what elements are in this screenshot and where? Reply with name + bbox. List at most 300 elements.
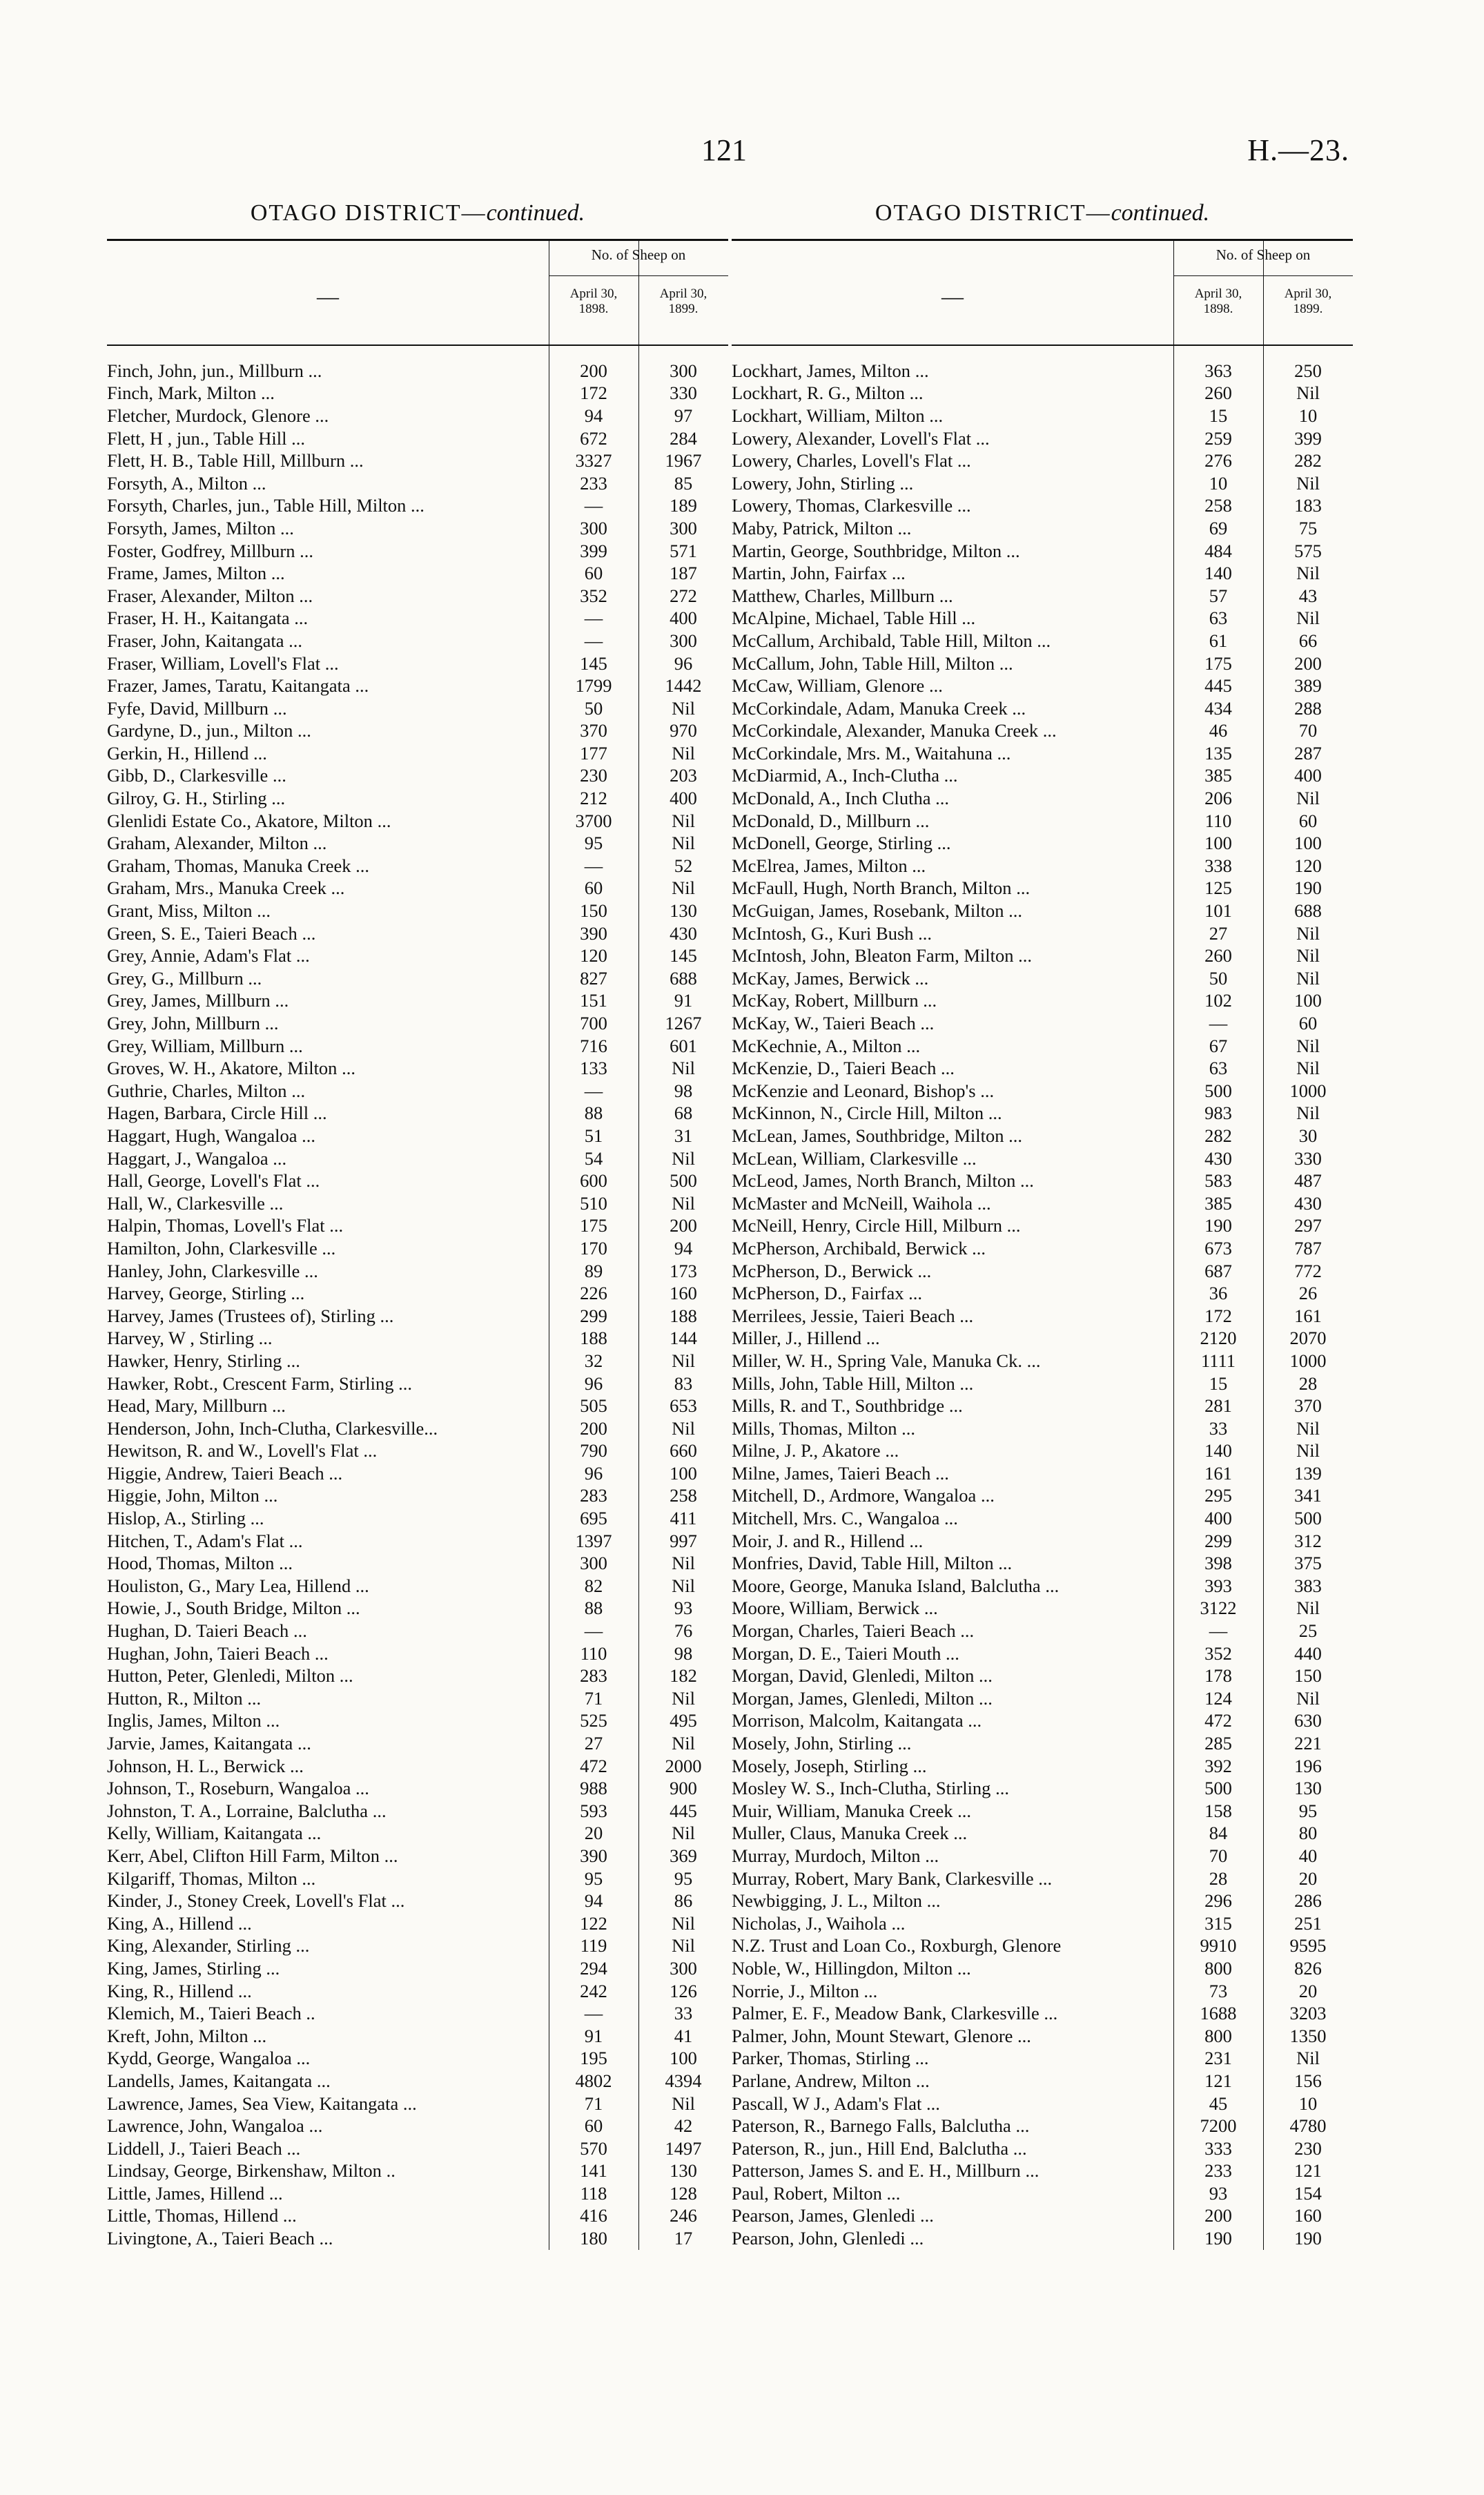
- table-row: [732, 2137, 1353, 2160]
- sheep-1899-cell: Nil: [1296, 967, 1320, 989]
- owner-name-cell: Murray, Murdoch, Milton ...: [732, 1845, 939, 1866]
- sheep-1898-cell: 500: [1204, 1778, 1232, 1799]
- sheep-1899-cell: 601: [670, 1035, 697, 1056]
- owner-name-cell: McFaull, Hugh, North Branch, Milton ...: [732, 877, 1031, 899]
- sheep-1899-cell: 130: [670, 2160, 697, 2182]
- owner-name-cell: McKinnon, N., Circle Hill, Milton ...: [732, 1103, 1002, 1124]
- sheep-1898-cell: 398: [1204, 1553, 1232, 1574]
- owner-name-cell: King, R., Hillend ...: [107, 1980, 252, 2001]
- name-column-header: —: [317, 284, 339, 309]
- sheep-count-header: No. of Sheep on: [1215, 246, 1311, 263]
- sheep-1898-cell: 61: [1209, 630, 1228, 651]
- owner-name-cell: McAlpine, Michael, Table Hill ...: [732, 608, 976, 629]
- sheep-1898-cell: 988: [580, 1778, 607, 1799]
- owner-name-cell: Morgan, D. E., Taieri Mouth ...: [732, 1642, 959, 1664]
- table-row: [732, 1507, 1353, 1530]
- table-row: [732, 1800, 1353, 1823]
- sheep-1899-cell: 400: [670, 788, 697, 809]
- sheep-1898-cell: 9910: [1200, 1935, 1237, 1957]
- sheep-1899-cell: Nil: [1296, 788, 1320, 809]
- owner-name-cell: Parlane, Andrew, Milton ...: [732, 2070, 930, 2091]
- sheep-1898-cell: 434: [1204, 697, 1232, 719]
- owner-name-cell: Mills, John, Table Hill, Milton ...: [732, 1372, 974, 1394]
- table-row: [732, 1687, 1353, 1710]
- sheep-1898-cell: 178: [1204, 1665, 1232, 1687]
- sheep-1899-cell: 150: [1294, 1665, 1322, 1687]
- table-row: [107, 1350, 728, 1372]
- sheep-1899-cell: 312: [1294, 1530, 1322, 1551]
- table-row: [107, 922, 728, 945]
- sheep-1899-cell: 411: [670, 1508, 697, 1529]
- table-row: [107, 855, 728, 877]
- sheep-1898-cell: —: [584, 1620, 603, 1642]
- owner-name-cell: Martin, John, Fairfax ...: [732, 563, 906, 584]
- sheep-1898-cell: 51: [584, 1125, 603, 1146]
- owner-name-cell: Muller, Claus, Manuka Creek ...: [732, 1823, 968, 1844]
- owner-name-cell: McCorkindale, Mrs. M., Waitahuna ...: [732, 742, 1011, 764]
- sheep-1898-cell: 124: [1204, 1687, 1232, 1709]
- sheep-1898-cell: 84: [1209, 1823, 1228, 1844]
- sheep-1899-cell: 52: [674, 855, 693, 876]
- sheep-1899-cell: Nil: [1296, 1440, 1320, 1462]
- owner-name-cell: Hagen, Barbara, Circle Hill ...: [107, 1103, 327, 1124]
- table-row: [732, 1530, 1353, 1553]
- sheep-1899-cell: 230: [1294, 2137, 1322, 2159]
- sheep-1898-cell: 110: [580, 1642, 607, 1664]
- owner-name-cell: McKenzie and Leonard, Bishop's ...: [732, 1080, 995, 1101]
- table-row: [107, 674, 728, 697]
- sheep-1898-cell: 500: [1204, 1080, 1232, 1101]
- sheep-1898-cell: 392: [1204, 1755, 1232, 1776]
- owner-name-cell: Fraser, H. H., Kaitangata ...: [107, 608, 309, 629]
- sheep-1899-cell: 144: [670, 1328, 697, 1349]
- sheep-1899-cell: Nil: [1296, 1035, 1320, 1056]
- owner-name-cell: McIntosh, John, Bleaton Farm, Milton ...: [732, 945, 1033, 967]
- table-row: [107, 1035, 728, 1058]
- owner-name-cell: McLean, James, Southbridge, Milton ...: [732, 1125, 1022, 1146]
- table-row: [107, 2002, 728, 2025]
- table-row: [732, 449, 1353, 472]
- sheep-1899-cell: 282: [1294, 450, 1322, 472]
- table-row: [107, 1057, 728, 1080]
- owner-name-cell: McPherson, Archibald, Berwick ...: [732, 1237, 986, 1259]
- table-row: [107, 1845, 728, 1867]
- sheep-1899-cell: 75: [1298, 517, 1318, 538]
- sheep-1899-cell: 630: [1294, 1710, 1322, 1731]
- owner-name-cell: Lowery, John, Stirling ...: [732, 472, 914, 494]
- sheep-1899-cell: Nil: [1296, 945, 1320, 967]
- sheep-1899-cell: 91: [674, 990, 693, 1011]
- sheep-1899-cell: 98: [674, 1080, 693, 1101]
- sheep-1899-cell: 389: [1294, 675, 1322, 697]
- owner-name-cell: Lawrence, John, Wangaloa ...: [107, 2115, 323, 2137]
- owner-name-cell: McKay, W., Taieri Beach ...: [732, 1013, 935, 1034]
- sheep-1899-cell: Nil: [1296, 563, 1320, 584]
- table-row: [107, 1395, 728, 1417]
- owner-name-cell: McKay, Robert, Millburn ...: [732, 990, 937, 1011]
- sheep-1898-cell: 390: [580, 1845, 607, 1866]
- table-row: [107, 585, 728, 608]
- table-row: [732, 1328, 1353, 1350]
- table-row: [732, 427, 1353, 450]
- table-row: [732, 697, 1353, 720]
- sheep-1898-cell: 300: [580, 1553, 607, 1574]
- sheep-1898-cell: 161: [1204, 1462, 1232, 1484]
- owner-name-cell: Kerr, Abel, Clifton Hill Farm, Milton ...: [107, 1845, 398, 1866]
- owner-name-cell: McCallum, Archibald, Table Hill, Milton ...: [732, 630, 1051, 651]
- owner-name-cell: Lockhart, James, Milton ...: [732, 360, 929, 381]
- owner-name-cell: Inglis, James, Milton ...: [107, 1710, 280, 1731]
- owner-name-cell: Kelly, William, Kaitangata ...: [107, 1823, 322, 1844]
- sheep-1899-cell: 190: [1294, 2228, 1322, 2249]
- sheep-1898-cell: 10: [1209, 472, 1228, 494]
- sheep-1898-cell: 63: [1209, 1058, 1228, 1079]
- table-row: [732, 1890, 1353, 1912]
- sheep-1898-cell: 716: [580, 1035, 607, 1056]
- table-row: [732, 585, 1353, 608]
- sheep-1898-cell: 89: [584, 1260, 603, 1281]
- table-row: [107, 810, 728, 833]
- date-1899-header: April 30, 1899.: [659, 287, 707, 316]
- owner-name-cell: Higgie, John, Milton ...: [107, 1485, 278, 1506]
- sheep-1899-cell: 25: [1298, 1620, 1318, 1642]
- sheep-1899-cell: Nil: [1296, 1058, 1320, 1079]
- owner-name-cell: McDonell, George, Stirling ...: [732, 833, 951, 854]
- sheep-1899-cell: 4780: [1289, 2115, 1327, 2137]
- table-row: [732, 1125, 1353, 1147]
- sheep-1899-cell: 145: [670, 945, 697, 967]
- owner-name-cell: Glenlidi Estate Co., Akatore, Milton ...: [107, 810, 391, 831]
- sheep-1898-cell: 283: [580, 1665, 607, 1687]
- owner-name-cell: Green, S. E., Taieri Beach ...: [107, 922, 316, 944]
- table-row: [732, 1057, 1353, 1080]
- table-row: [732, 900, 1353, 922]
- sheep-1898-cell: —: [584, 608, 603, 629]
- sheep-1898-cell: 122: [580, 1912, 607, 1934]
- table-row: [107, 2115, 728, 2137]
- table-row: [732, 1080, 1353, 1103]
- owner-name-cell: Higgie, Andrew, Taieri Beach ...: [107, 1462, 343, 1484]
- sheep-1899-cell: 250: [1294, 360, 1322, 381]
- sheep-1898-cell: 188: [580, 1328, 607, 1349]
- table-row: [732, 2048, 1353, 2070]
- sheep-1899-cell: 286: [1294, 1890, 1322, 1912]
- sheep-1899-cell: 76: [674, 1620, 693, 1642]
- sheep-1899-cell: 97: [674, 405, 693, 426]
- owner-name-cell: Lowery, Thomas, Clarkesville ...: [732, 495, 971, 516]
- sheep-1898-cell: 200: [1204, 2205, 1232, 2226]
- sheep-1899-cell: 970: [670, 720, 697, 741]
- sheep-1898-cell: 175: [1204, 652, 1232, 674]
- sheep-1898-cell: 283: [580, 1485, 607, 1506]
- owner-name-cell: McCorkindale, Adam, Manuka Creek ...: [732, 697, 1026, 719]
- sheep-1898-cell: 125: [1204, 877, 1232, 899]
- table-row: [107, 742, 728, 765]
- sheep-1898-cell: 140: [1204, 1440, 1232, 1462]
- table-row: [107, 697, 728, 720]
- sheep-1899-cell: 154: [1294, 2182, 1322, 2204]
- sheep-1899-cell: 1267: [665, 1013, 702, 1034]
- sheep-1898-cell: 180: [580, 2228, 607, 2249]
- sheep-1898-cell: 472: [580, 1755, 607, 1776]
- sheep-1899-cell: Nil: [672, 1417, 695, 1439]
- sheep-1899-cell: 160: [670, 1283, 697, 1304]
- sheep-1899-cell: 440: [1294, 1642, 1322, 1664]
- sheep-1899-cell: 120: [1294, 855, 1322, 876]
- owner-name-cell: Miller, J., Hillend ...: [732, 1328, 880, 1349]
- sheep-1898-cell: 338: [1204, 855, 1232, 876]
- owner-name-cell: Muir, William, Manuka Creek ...: [732, 1800, 971, 1821]
- sheep-1899-cell: 98: [674, 1642, 693, 1664]
- sheep-1898-cell: 33: [1209, 1417, 1228, 1439]
- sheep-1899-cell: 182: [670, 1665, 697, 1687]
- table-row: [107, 1080, 728, 1103]
- owner-name-cell: Lowery, Alexander, Lovell's Flat ...: [732, 427, 990, 449]
- sheep-1899-cell: 370: [1294, 1395, 1322, 1417]
- table-row: [107, 990, 728, 1013]
- sheep-1898-cell: 352: [580, 585, 607, 606]
- sheep-1898-cell: 260: [1204, 945, 1232, 967]
- owner-name-cell: Lawrence, James, Sea View, Kaitangata ...: [107, 2093, 417, 2114]
- sheep-1898-cell: 145: [580, 652, 607, 674]
- sheep-1899-cell: 688: [1294, 900, 1322, 922]
- sheep-1899-cell: 660: [670, 1440, 697, 1462]
- sheep-1899-cell: 272: [670, 585, 697, 606]
- table-row: [732, 742, 1353, 765]
- owner-name-cell: McIntosh, G., Kuri Bush ...: [732, 922, 933, 944]
- sheep-1899-cell: 3203: [1289, 2003, 1327, 2024]
- sheep-1899-cell: 288: [1294, 697, 1322, 719]
- table-row: [107, 1575, 728, 1598]
- sheep-1898-cell: 195: [580, 2048, 607, 2069]
- sheep-1899-cell: Nil: [672, 697, 695, 719]
- table-row: [107, 1800, 728, 1823]
- sheep-1899-cell: 20: [1298, 1867, 1318, 1889]
- sheep-1899-cell: 130: [670, 900, 697, 922]
- owner-name-cell: Houliston, G., Mary Lea, Hillend ...: [107, 1575, 369, 1596]
- owner-name-cell: Grey, John, Millburn ...: [107, 1013, 279, 1034]
- sheep-1899-cell: Nil: [1296, 2048, 1320, 2069]
- table-row: [732, 1282, 1353, 1305]
- date-1898-header: April 30, 1898.: [569, 287, 618, 316]
- sheep-1898-cell: 230: [580, 765, 607, 786]
- owner-name-cell: Mills, R. and T., Southbridge ...: [732, 1395, 963, 1417]
- owner-name-cell: Morrison, Malcolm, Kaitangata ...: [732, 1710, 982, 1731]
- sheep-1899-cell: 26: [1298, 1283, 1318, 1304]
- table-row: [107, 1417, 728, 1440]
- owner-name-cell: Forsyth, A., Milton ...: [107, 472, 266, 494]
- table-row: [107, 1687, 728, 1710]
- sheep-1899-cell: 369: [670, 1845, 697, 1866]
- sheep-1898-cell: 510: [580, 1192, 607, 1214]
- owner-name-cell: King, A., Hillend ...: [107, 1912, 252, 1934]
- sheep-1899-cell: Nil: [1296, 608, 1320, 629]
- owner-name-cell: Gibb, D., Clarkesville ...: [107, 765, 286, 786]
- owner-name-cell: Graham, Mrs., Manuka Creek ...: [107, 877, 345, 899]
- sheep-1899-cell: 284: [670, 427, 697, 449]
- owner-name-cell: Johnston, T. A., Lorraine, Balclutha ...: [107, 1800, 387, 1821]
- sheep-1898-cell: 140: [1204, 563, 1232, 584]
- table-row: [107, 1192, 728, 1215]
- sheep-1898-cell: 472: [1204, 1710, 1232, 1731]
- table-row: [107, 944, 728, 967]
- sheep-1899-cell: 17: [674, 2228, 693, 2249]
- owner-name-cell: Jarvie, James, Kaitangata ...: [107, 1733, 311, 1754]
- sheep-1899-cell: 130: [1294, 1778, 1322, 1799]
- sheep-1898-cell: 299: [580, 1305, 607, 1326]
- owner-name-cell: Hughan, John, Taieri Beach ...: [107, 1642, 329, 1664]
- owner-name-cell: Fraser, William, Lovell's Flat ...: [107, 652, 339, 674]
- owner-name-cell: Gardyne, D., jun., Milton ...: [107, 720, 311, 741]
- sheep-1899-cell: 200: [670, 1215, 697, 1236]
- sheep-1899-cell: Nil: [672, 1575, 695, 1596]
- sheep-1899-cell: 287: [1294, 742, 1322, 764]
- sheep-1898-cell: 4802: [575, 2070, 612, 2091]
- owner-name-cell: Hamilton, John, Clarkesville ...: [107, 1237, 336, 1259]
- owner-name-cell: McLean, William, Clarkesville ...: [732, 1147, 977, 1169]
- table-row: [107, 540, 728, 563]
- table-row: [107, 1777, 728, 1800]
- sheep-1898-cell: 190: [1204, 2228, 1232, 2249]
- owner-name-cell: Nicholas, J., Waihola ...: [732, 1912, 906, 1934]
- sheep-1898-cell: 172: [580, 382, 607, 404]
- table-body: [732, 360, 1353, 2250]
- sheep-1899-cell: 10: [1298, 405, 1318, 426]
- table-row: [107, 1755, 728, 1778]
- date-1898-header: April 30, 1898.: [1194, 287, 1242, 316]
- table-row: [107, 562, 728, 585]
- owner-name-cell: Paterson, R., Barnego Falls, Balclutha ...: [732, 2115, 1030, 2137]
- sheep-1898-cell: 1688: [1200, 2003, 1237, 2024]
- sheep-1899-cell: 60: [1298, 1013, 1318, 1034]
- table-row: [107, 1620, 728, 1642]
- sheep-1899-cell: 2000: [665, 1755, 702, 1776]
- sheep-1899-cell: 31: [674, 1125, 693, 1146]
- owner-name-cell: Graham, Alexander, Milton ...: [107, 833, 327, 854]
- sheep-1899-cell: Nil: [672, 1192, 695, 1214]
- owner-name-cell: Halpin, Thomas, Lovell's Flat ...: [107, 1215, 344, 1236]
- table-row: [732, 1215, 1353, 1238]
- owner-name-cell: Harvey, W , Stirling ...: [107, 1328, 273, 1349]
- owner-name-cell: Hall, W., Clarkesville ...: [107, 1192, 284, 1214]
- sheep-1898-cell: 27: [584, 1733, 603, 1754]
- owner-name-cell: Little, James, Hillend ...: [107, 2182, 283, 2204]
- owner-name-cell: McPherson, D., Fairfax ...: [732, 1283, 922, 1304]
- sheep-1898-cell: 88: [584, 1103, 603, 1124]
- sheep-1898-cell: 600: [580, 1170, 607, 1192]
- sheep-1898-cell: 505: [580, 1395, 607, 1417]
- owner-name-cell: Morgan, Charles, Taieri Beach ...: [732, 1620, 975, 1642]
- table-row: [732, 1575, 1353, 1598]
- sheep-1898-cell: 36: [1209, 1283, 1228, 1304]
- table-row: [732, 1372, 1353, 1395]
- owner-name-cell: Pearson, John, Glenledi ...: [732, 2228, 924, 2249]
- right-column: [732, 200, 1353, 2250]
- owner-name-cell: Hanley, John, Clarkesville ...: [107, 1260, 318, 1281]
- table-row: [732, 2093, 1353, 2115]
- name-column-header: —: [941, 284, 964, 309]
- sheep-1899-cell: Nil: [672, 1912, 695, 1934]
- table-row: [107, 1328, 728, 1350]
- owner-name-cell: McKenzie, D., Taieri Beach ...: [732, 1058, 955, 1079]
- table-row: [107, 1890, 728, 1912]
- sheep-1899-cell: 28: [1298, 1372, 1318, 1394]
- sheep-1899-cell: 200: [1294, 652, 1322, 674]
- sheep-1898-cell: 285: [1204, 1733, 1232, 1754]
- sheep-1898-cell: 206: [1204, 788, 1232, 809]
- owner-name-cell: Merrilees, Jessie, Taieri Beach ...: [732, 1305, 974, 1326]
- sheep-1899-cell: 156: [1294, 2070, 1322, 2091]
- table-row: [107, 1282, 728, 1305]
- table-row: [107, 1372, 728, 1395]
- sheep-1898-cell: 282: [1204, 1125, 1232, 1146]
- sheep-1899-cell: 1442: [665, 675, 702, 697]
- table-row: [732, 2070, 1353, 2093]
- sheep-1899-cell: 86: [674, 1890, 693, 1912]
- table-row: [107, 2137, 728, 2160]
- table-row: [107, 1462, 728, 1485]
- owner-name-cell: Martin, George, Southbridge, Milton ...: [732, 540, 1020, 561]
- owner-name-cell: Lockhart, William, Milton ...: [732, 405, 944, 426]
- sheep-1899-cell: 300: [670, 360, 697, 381]
- table-row: [732, 855, 1353, 877]
- table-row: [732, 2025, 1353, 2048]
- sheep-1898-cell: 445: [1204, 675, 1232, 697]
- table-row: [732, 2160, 1353, 2183]
- owner-name-cell: Forsyth, Charles, jun., Table Hill, Milton ...: [107, 495, 424, 516]
- sheep-1899-cell: 66: [1298, 630, 1318, 651]
- sheep-1898-cell: 177: [580, 742, 607, 764]
- owner-name-cell: Murray, Robert, Mary Bank, Clarkesville ...: [732, 1867, 1053, 1889]
- table-row: [732, 674, 1353, 697]
- sheep-1898-cell: 28: [1209, 1867, 1228, 1889]
- table-row: [107, 1012, 728, 1035]
- table-row: [107, 1530, 728, 1553]
- sheep-1899-cell: 297: [1294, 1215, 1322, 1236]
- sheep-1899-cell: 33: [674, 2003, 693, 2024]
- sheep-1898-cell: 260: [1204, 382, 1232, 404]
- table-row: [107, 1552, 728, 1575]
- sheep-1899-cell: 173: [670, 1260, 697, 1281]
- sheep-1899-cell: 251: [1294, 1912, 1322, 1934]
- sheep-1899-cell: Nil: [672, 1733, 695, 1754]
- table-row: [732, 1237, 1353, 1260]
- sheep-1898-cell: 150: [580, 900, 607, 922]
- owner-name-cell: Flett, H. B., Table Hill, Millburn ...: [107, 450, 364, 472]
- table-row: [107, 1440, 728, 1463]
- owner-name-cell: Hughan, D. Taieri Beach ...: [107, 1620, 307, 1642]
- sheep-1898-cell: —: [1209, 1013, 1228, 1034]
- sheep-1899-cell: 1497: [665, 2137, 702, 2159]
- left-column: [107, 200, 728, 2250]
- sheep-1898-cell: 1111: [1200, 1350, 1236, 1371]
- table-row: [107, 427, 728, 450]
- sheep-1899-cell: 787: [1294, 1237, 1322, 1259]
- sheep-1898-cell: 700: [580, 1013, 607, 1034]
- table-row: [107, 1823, 728, 1845]
- sheep-1898-cell: 15: [1209, 1372, 1228, 1394]
- owner-name-cell: McNeill, Henry, Circle Hill, Milburn ...: [732, 1215, 1021, 1236]
- owner-name-cell: McLeod, James, North Branch, Milton ...: [732, 1170, 1034, 1192]
- sheep-1899-cell: 95: [674, 1867, 693, 1889]
- sheep-1899-cell: Nil: [672, 877, 695, 899]
- sheep-1899-cell: 40: [1298, 1845, 1318, 1866]
- owner-name-cell: McKay, James, Berwick ...: [732, 967, 929, 989]
- owner-name-cell: Grey, James, Millburn ...: [107, 990, 289, 1011]
- table-row: [107, 360, 728, 382]
- owner-name-cell: Milne, James, Taieri Beach ...: [732, 1462, 949, 1484]
- sheep-1899-cell: 430: [670, 922, 697, 944]
